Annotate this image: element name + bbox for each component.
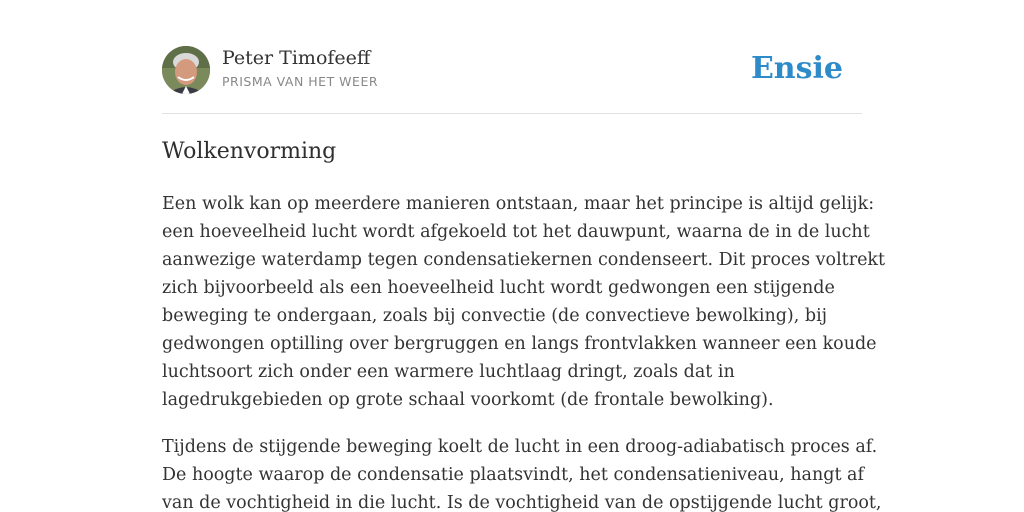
- site-logo[interactable]: Ensie: [750, 51, 843, 86]
- header-divider: [162, 113, 862, 114]
- text-line: luchtsoort zich onder een warmere luchtlaag dringt, zoals dat in: [162, 362, 735, 382]
- author-name[interactable]: Peter Timofeeff: [222, 47, 371, 69]
- text-line: zich bijvoorbeeld als een hoeveelheid lucht wordt gedwongen een stijgende: [162, 278, 835, 298]
- text-line: aanwezige waterdamp tegen condensatiekernen condenseert. Dit proces voltrekt: [162, 250, 886, 270]
- text-line: van de vochtigheid in die lucht. Is de vochtigheid van de opstijgende lucht groot,: [162, 493, 882, 512]
- author-subtitle[interactable]: PRISMA VAN HET WEER: [222, 74, 379, 89]
- text-line: De hoogte waarop de condensatie plaatsvindt, het condensatieniveau, hangt af: [162, 465, 864, 485]
- article-body: [162, 190, 886, 512]
- article-header: [162, 46, 862, 96]
- text-line: beweging te ondergaan, zoals bij convectie (de convectieve bewolking), bij: [162, 306, 828, 326]
- person-portrait-icon: [162, 46, 210, 94]
- text-line: Een wolk kan op meerdere manieren ontstaan, maar het principe is altijd gelijk:: [162, 194, 875, 214]
- text-line: lagedrukgebieden op grote schaal voorkomt (de frontale bewolking).: [162, 390, 774, 410]
- author-avatar[interactable]: [162, 46, 210, 94]
- article-title: Wolkenvorming: [162, 139, 337, 164]
- text-line: een hoeveelheid lucht wordt afgekoeld tot het dauwpunt, waarna de in de lucht: [162, 222, 870, 242]
- text-line: gedwongen optilling over bergruggen en langs frontvlakken wanneer een koude: [162, 334, 877, 354]
- paragraph: [162, 190, 886, 414]
- text-line: Tijdens de stijgende beweging koelt de lucht in een droog-adiabatisch proces af.: [162, 437, 878, 457]
- paragraph: [162, 433, 882, 512]
